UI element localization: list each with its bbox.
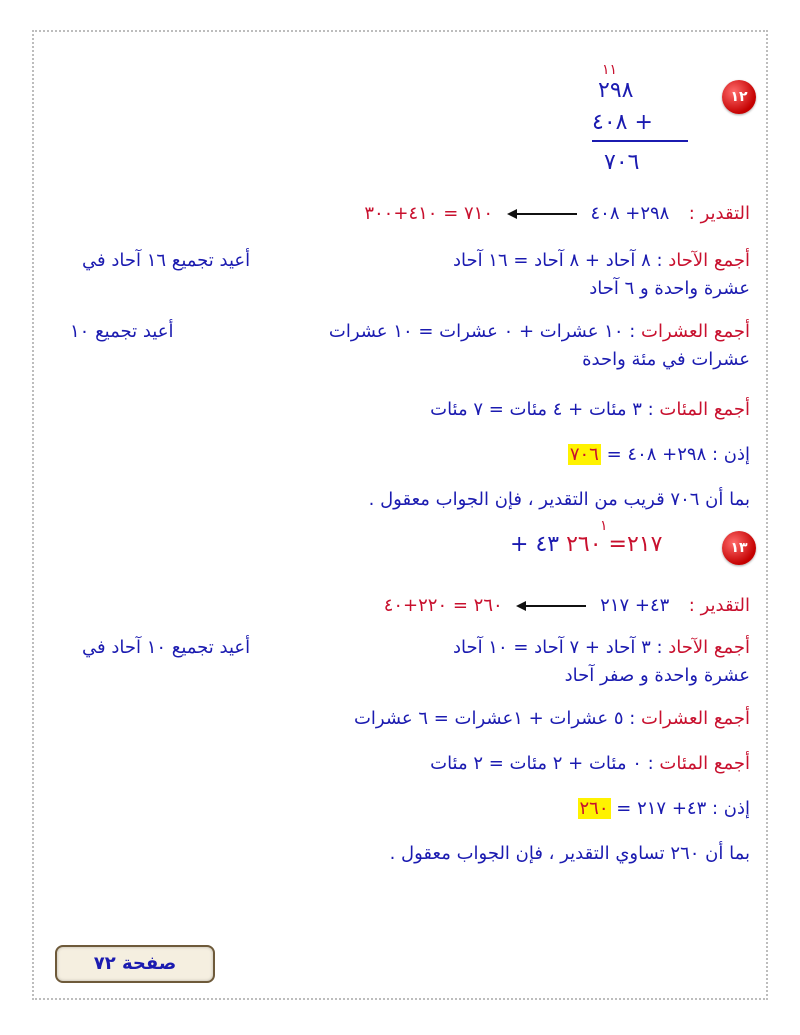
problem-12-sum-rule: [592, 140, 688, 142]
problem-13-ones-row: [453, 634, 750, 662]
problem-13-ones-line2: عشرة واحدة و صفر آحاد: [564, 665, 750, 686]
problem-12-ones-line2: عشرة واحدة و ٦ آحاد: [589, 278, 750, 299]
tens-label: أجمع العشرات: [641, 708, 750, 729]
problem-13-ones-regroup: أعيد تجميع ١٠ آحاد في: [82, 637, 251, 658]
left-arrow-icon: [507, 208, 577, 220]
problem-12-therefore-row: [568, 441, 750, 469]
problem-13-badge: ١٣: [722, 531, 756, 565]
tens-label: أجمع العشرات: [641, 321, 750, 342]
problem-12-conclusion: بما أن ٧٠٦ قريب من التقدير ، فإن الجواب معقول .: [368, 489, 750, 510]
problem-12-badge: ١٢: [722, 80, 756, 114]
equation-right: ٢١٧= ٢٦٠: [566, 532, 663, 557]
problem-12-bottom-number: ٤٠٨ +: [592, 110, 653, 135]
estimate-result: ٧١٠ = ٤١٠+٣٠٠: [364, 203, 494, 224]
problem-12-carry: ١١: [602, 62, 618, 78]
estimate-label: التقدير :: [688, 595, 750, 616]
page-number-badge: صفحة ٧٢: [55, 945, 215, 983]
tens-text: : ١٠ عشرات + ٠ عشرات = ١٠ عشرات: [328, 321, 636, 342]
ones-label: أجمع الآحاد: [668, 637, 750, 658]
problem-12-estimate-row: [364, 200, 750, 228]
problem-12-ones-row: [453, 247, 750, 275]
estimate-label: التقدير :: [688, 203, 750, 224]
problem-13-tens-row: [354, 705, 750, 733]
problem-13-equation: [510, 532, 662, 557]
problem-13-hundreds-row: [430, 750, 750, 778]
ones-text: : ٣ آحاد + ٧ آحاد = ١٠ آحاد: [452, 637, 663, 658]
problem-12-tens-line2: عشرات في مئة واحدة: [582, 349, 750, 370]
hundreds-text: : ٣ مئات + ٤ مئات = ٧ مئات: [430, 399, 654, 420]
problem-12-tens-regroup: أعيد تجميع ١٠: [70, 321, 174, 342]
problem-13-therefore-row: [578, 795, 750, 823]
ones-label: أجمع الآحاد: [668, 250, 750, 271]
therefore-prefix: إذن : ٢٩٨+ ٤٠٨ =: [606, 444, 750, 465]
estimate-expression: ٢٩٨+ ٤٠٨: [590, 203, 670, 224]
problem-13-estimate-row: [384, 592, 750, 620]
problem-12-top-number: ٢٩٨: [598, 78, 634, 103]
therefore-prefix: إذن : ٤٣+ ٢١٧ =: [616, 798, 750, 819]
ones-text: : ٨ آحاد + ٨ آحاد = ١٦ آحاد: [452, 250, 663, 271]
problem-12-ones-regroup: أعيد تجميع ١٦ آحاد في: [82, 250, 251, 271]
hundreds-label: أجمع المئات: [659, 399, 750, 420]
highlighted-answer: ٧٠٦: [569, 444, 599, 465]
tens-text: : ٥ عشرات + ١عشرات = ٦ عشرات: [353, 708, 636, 729]
problem-12-tens-row: [329, 318, 750, 346]
problem-13-conclusion: بما أن ٢٦٠ تساوي التقدير ، فإن الجواب معقول .: [389, 843, 750, 864]
highlighted-answer: ٢٦٠: [579, 798, 609, 819]
hundreds-text: : ٠ مئات + ٢ مئات = ٢ مئات: [430, 753, 654, 774]
estimate-result: ٢٦٠ = ٢٢٠+٤٠: [383, 595, 503, 616]
estimate-expression: ٤٣+ ٢١٧: [600, 595, 670, 616]
problem-12-result: ٧٠٦: [604, 150, 640, 175]
problem-13-carry: ١: [600, 518, 608, 534]
equation-left: ٤٣ +: [510, 532, 560, 557]
hundreds-label: أجمع المئات: [659, 753, 750, 774]
problem-12-hundreds-row: [430, 396, 750, 424]
left-arrow-icon: [516, 600, 586, 612]
